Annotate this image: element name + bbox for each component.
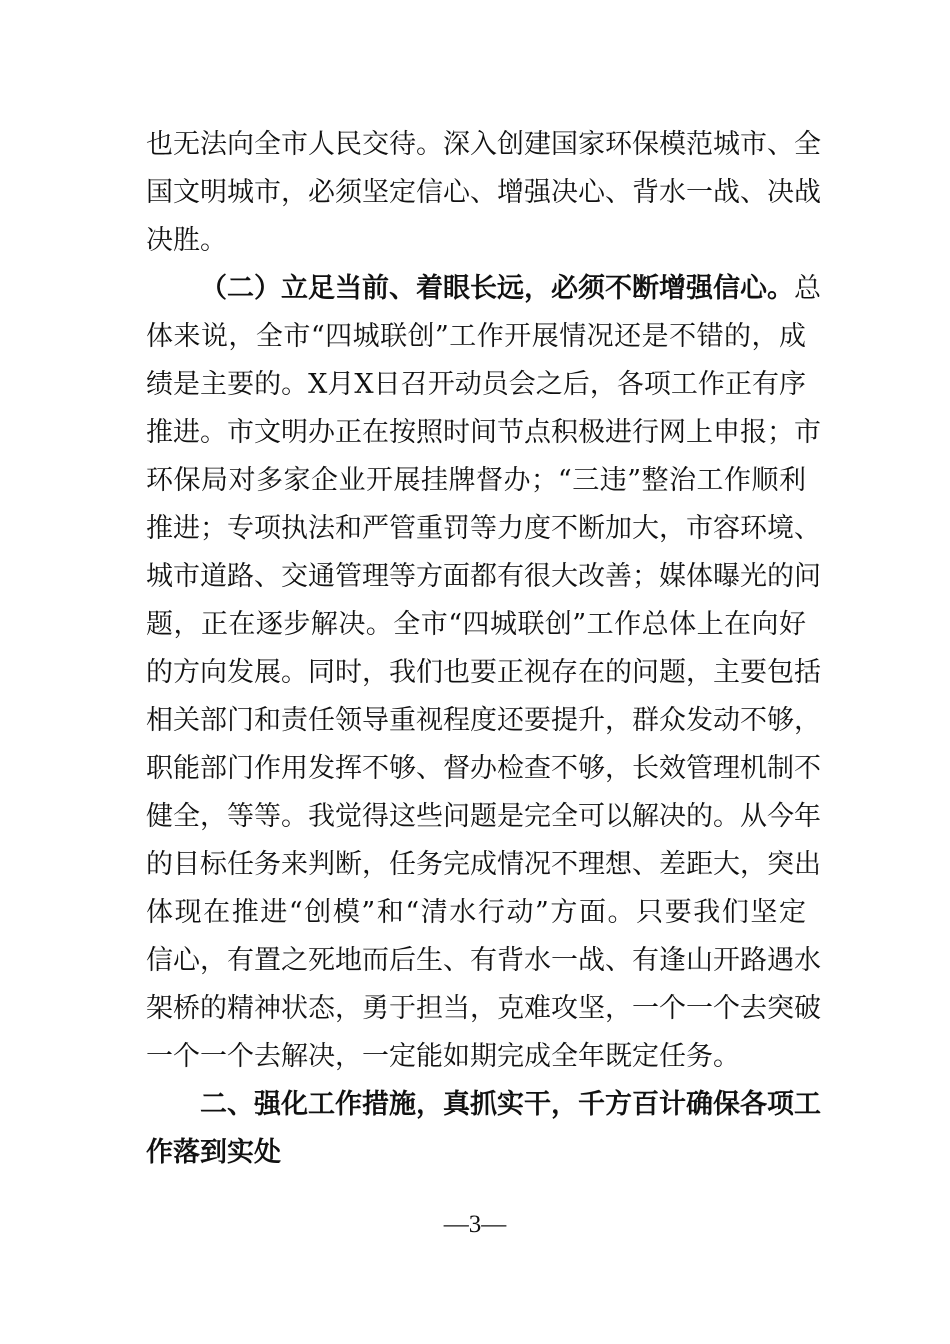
paragraph-2 [146,265,821,1081]
text-fragment: 总 [794,273,821,304]
text-line: 推进；专项执法和严管重罚等力度不断加大，市容环境、 [146,513,821,544]
text-line: 架桥的精神状态，勇于担当，克难攻坚，一个一个去突破 [146,993,821,1024]
text-line: 的方向发展。同时，我们也要正视存在的问题，主要包括 [146,657,821,688]
heading-line: 作落到实处 [146,1137,281,1168]
text-line: 一个一个去解决，一定能如期完成全年既定任务。 [146,1041,740,1072]
text-line: 的目标任务来判断，任务完成情况不理想、差距大，突出 [146,849,821,880]
paragraph-2-first-line [146,265,821,313]
document-body [146,121,821,1177]
text-line: 体来说，全市“四城联创”工作开展情况还是不错的，成 [146,321,806,352]
section-subheading: （二）立足当前、着眼长远，必须不断增强信心。 [200,273,794,304]
section-heading [146,1081,821,1177]
text-line: 决胜。 [146,225,227,256]
text-line: 国文明城市，必须坚定信心、增强决心、背水一战、决战 [146,177,821,208]
text-line: 城市道路、交通管理等方面都有很大改善；媒体曝光的问 [146,561,821,592]
text-line: 题，正在逐步解决。全市“四城联创”工作总体上在向好 [146,609,806,640]
text-line: 职能部门作用发挥不够、督办检查不够，长效管理机制不 [146,753,821,784]
text-line: 体现在推进“创模”和“清水行动”方面。只要我们坚定 [146,897,806,928]
text-line: 也无法向全市人民交待。深入创建国家环保模范城市、全 [146,129,821,160]
page-number: —3— [443,1211,507,1238]
text-line: 环保局对多家企业开展挂牌督办；“三违”整治工作顺利 [146,465,806,496]
text-line: 信心，有置之死地而后生、有背水一战、有逢山开路遇水 [146,945,821,976]
paragraph-1 [146,121,821,265]
text-line: 推进。市文明办正在按照时间节点积极进行网上申报；市 [146,417,821,448]
heading-line: 二、强化工作措施，真抓实干，千方百计确保各项工 [200,1089,821,1120]
text-line: 健全，等等。我觉得这些问题是完全可以解决的。从今年 [146,801,821,832]
text-line: 绩是主要的。X月X日召开动员会之后，各项工作正有序 [146,369,806,400]
text-line: 相关部门和责任领导重视程度还要提升，群众发动不够， [146,705,821,736]
